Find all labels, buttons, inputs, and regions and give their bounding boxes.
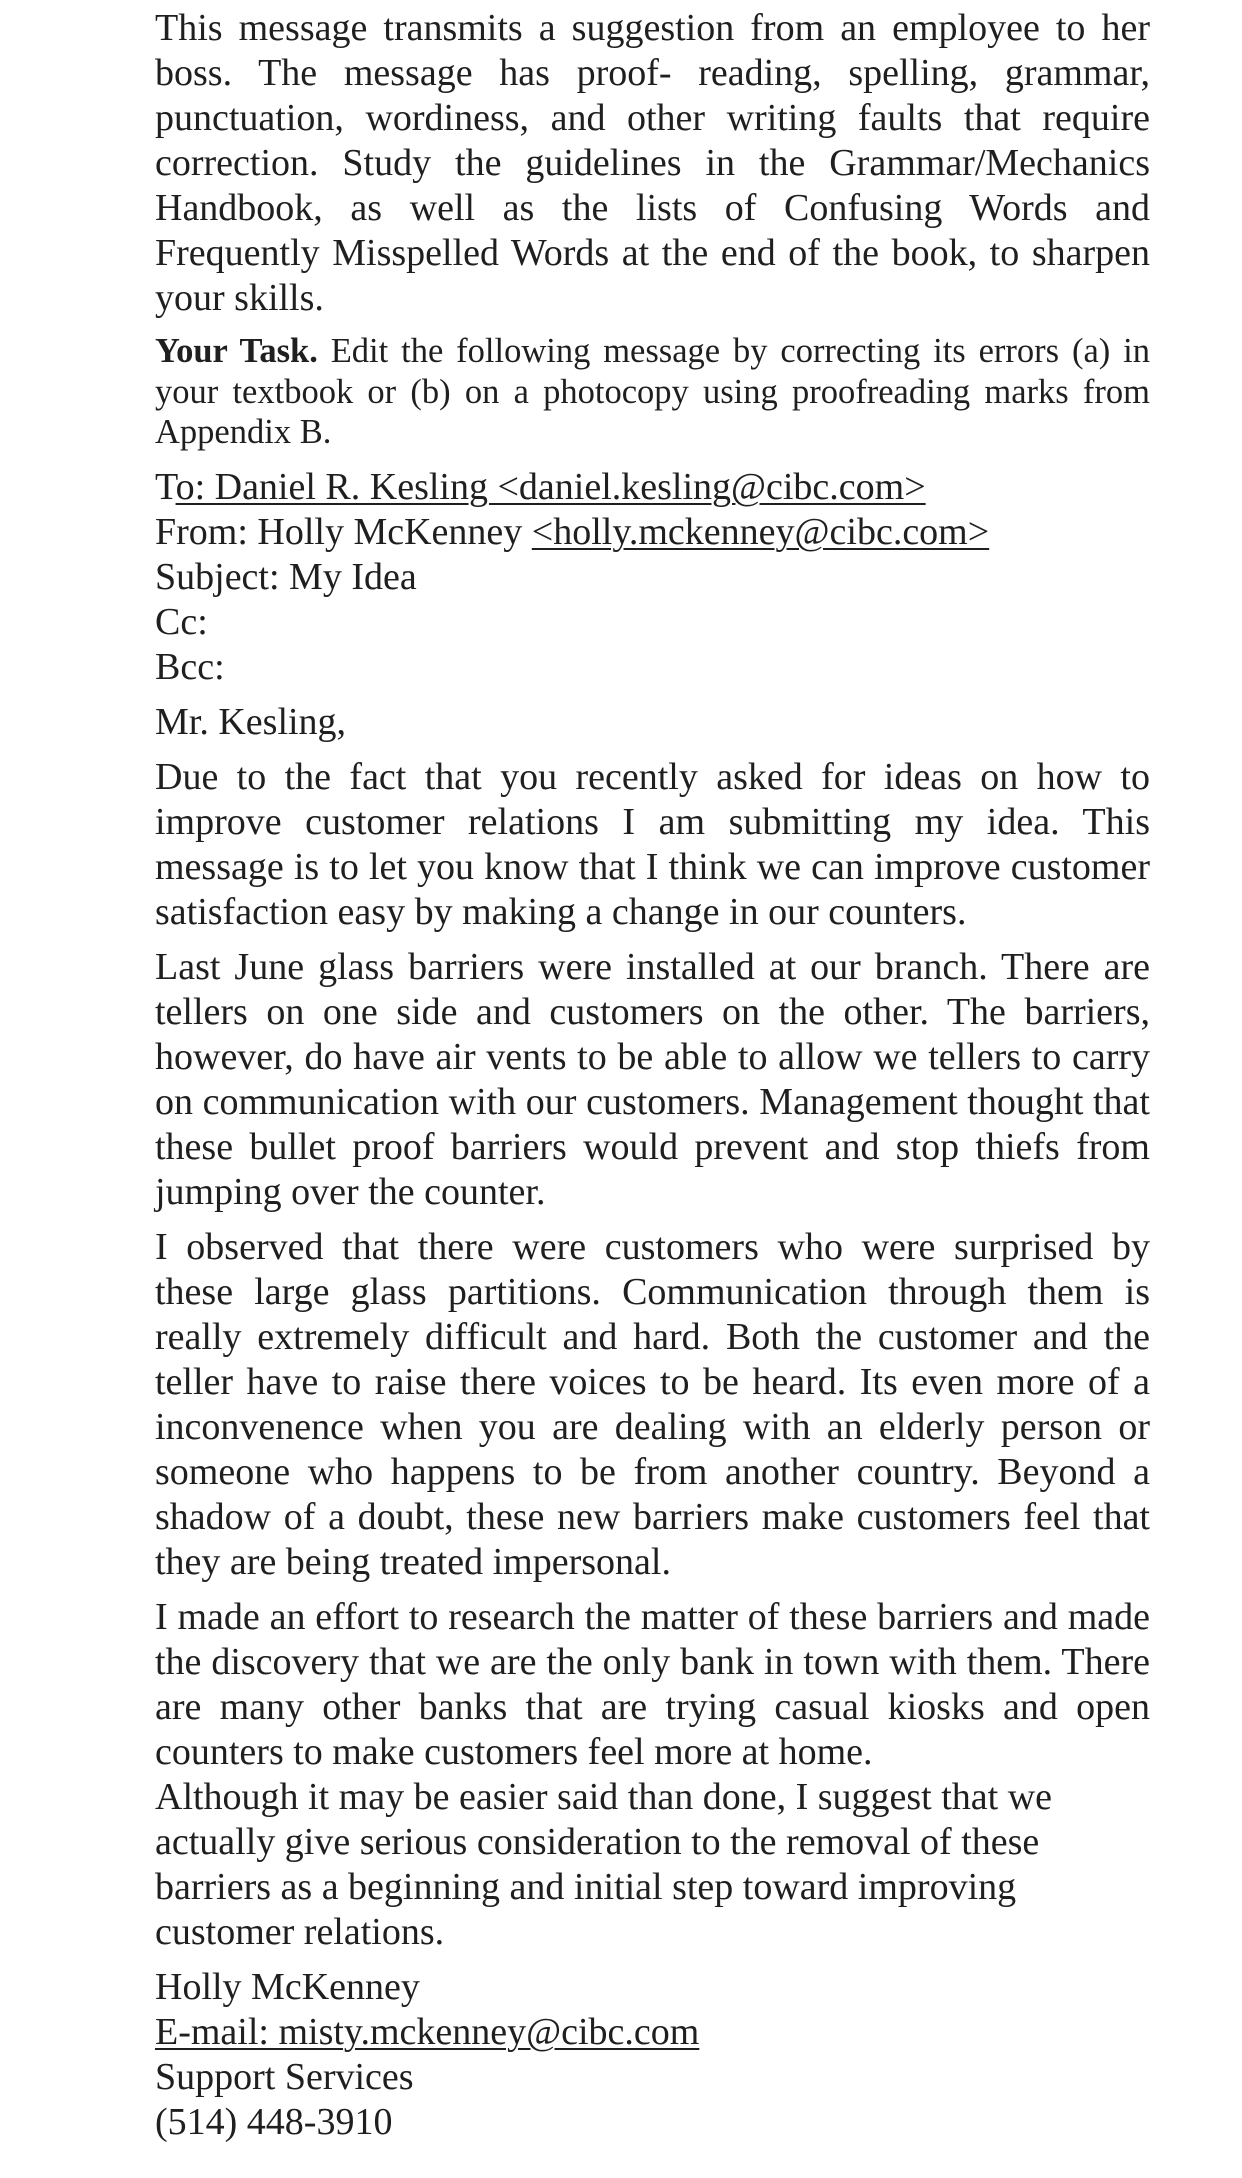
body-paragraph-4: I made an effort to research the matter of these barriers and made the discovery that we are the only bank in town with them. There are many other banks that are trying casual kiosks and open counters to make customers feel more at home.	[155, 1595, 1150, 1773]
body-paragraph-5: Although it may be easier said than done, I suggest that we actually give serious consideration to the removal of these barriers as a beginning and initial step toward improving customer relations.	[155, 1775, 1053, 1953]
intro-paragraph: This message transmits a suggestion from an employee to her boss. The message has proof- reading, spelling, grammar, punctuation, wordiness, and other writing faults that require correction. Study the guidelines in the Grammar/Mechanics Handbook, as well as the lists of Confusing Words and Frequently Misspelled Words at the end of the book, to sharpen your skills.	[155, 7, 1150, 319]
document-page	[155, 6, 1150, 2145]
bcc-line: Bcc:	[155, 645, 225, 688]
signature-block	[155, 1965, 1150, 2145]
to-address[interactable]: o: Daniel R. Kesling <daniel.kesling@cibc.com>	[175, 465, 926, 508]
body-paragraph-3: I observed that there were customers who were surprised by these large glass partitions. Communication through them is really extremely difficult and hard. Both the customer and the teller have to raise there voices to be heard. Its even more of a inconvenence when you are dealing with an elderly person or someone who happens to be from another country. Beyond a shadow of a doubt, these new barriers make customers feel that they are being treated impersonal.	[155, 1225, 1150, 1583]
task-label: Your Task.	[155, 332, 318, 370]
from-label: From: Holly McKenney	[155, 510, 532, 553]
task-text: Edit the following message by correcting its errors (a) in your textbook or (b) on a photocopy using proofreading marks from Appendix B.	[155, 332, 1150, 451]
salutation: Mr. Kesling,	[155, 700, 347, 743]
cc-line: Cc:	[155, 600, 208, 643]
subject-line: Subject: My Idea	[155, 555, 417, 598]
to-prefix: T	[155, 465, 176, 508]
signature-email-link[interactable]: E-mail: misty.mckenney@cibc.com	[155, 2010, 700, 2053]
body-paragraph-2: Last June glass barriers were installed at our branch. There are tellers on one side and customers on the other. The barriers, however, do have air vents to be able to allow we tellers to carry on communication with our customers. Management thought that these bullet proof barriers would prevent and stop thiefs from jumping over the counter.	[155, 945, 1150, 1213]
signature-department: Support Services	[155, 2055, 414, 2098]
task-instructions	[155, 331, 1150, 453]
email-header	[155, 465, 1150, 690]
signature-phone: (514) 448-3910	[155, 2100, 393, 2143]
from-email-link[interactable]: <holly.mckenney@cibc.com>	[531, 510, 990, 553]
to-line	[155, 465, 1150, 510]
from-line	[155, 510, 1150, 555]
signature-name: Holly McKenney	[155, 1965, 420, 2008]
body-paragraph-1: Due to the fact that you recently asked for ideas on how to improve customer relations I am submitting my idea. This message is to let you know that I think we can improve customer satisfaction easy by making a change in our counters.	[155, 755, 1150, 933]
